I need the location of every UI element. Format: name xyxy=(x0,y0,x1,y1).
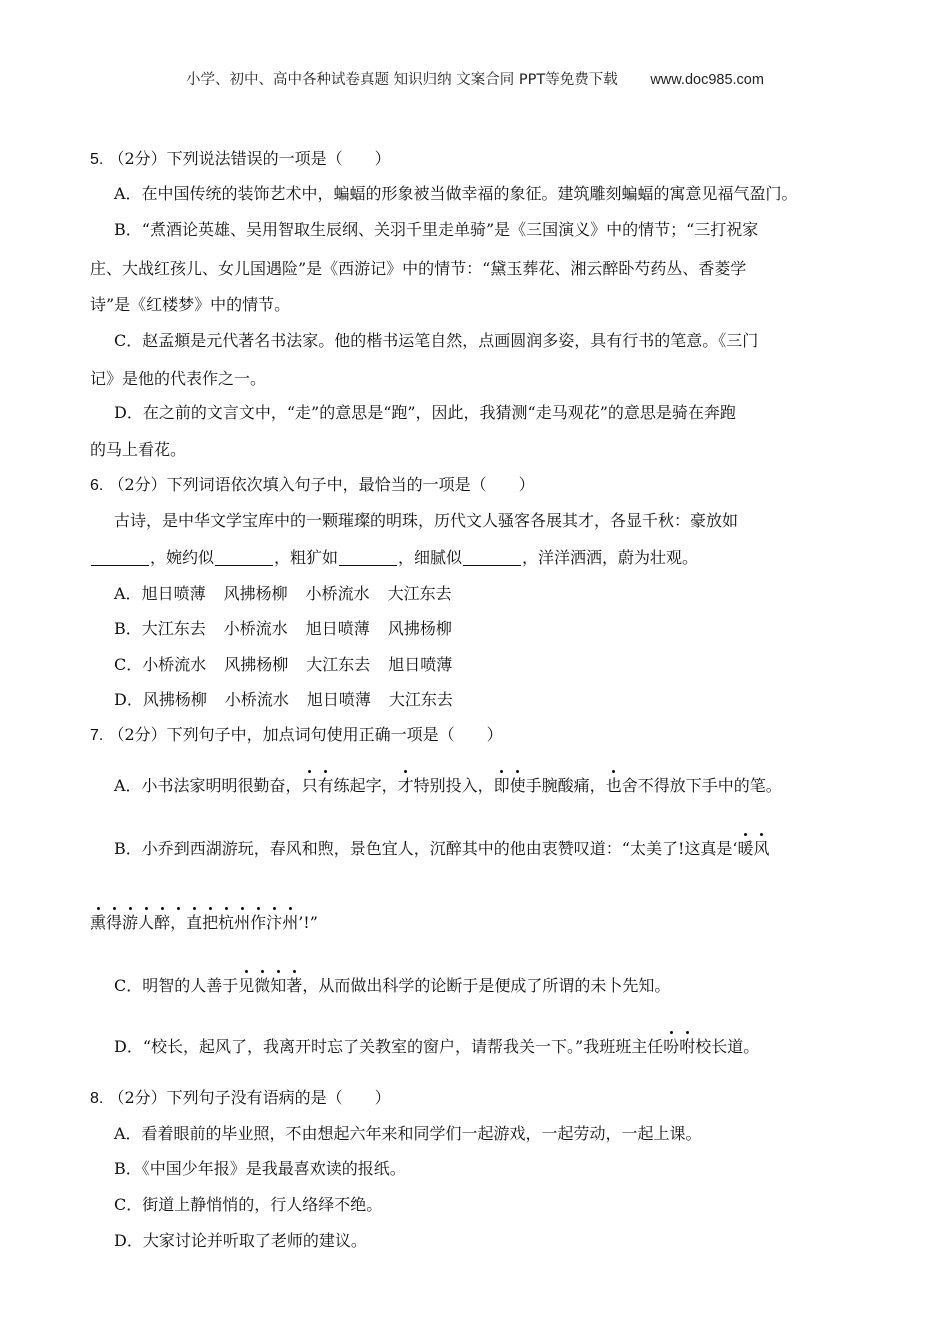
dotted-word: 只有 xyxy=(301,776,334,795)
q7-option-d: D．“校长，起风了，我离开时忘了关教室的窗户，请帮我关一下。”我班班主任吩咐校长道。 xyxy=(114,1037,760,1056)
q6-option-c: C．小桥流水 风拂杨柳 大江东去 旭日喷薄 xyxy=(114,655,453,674)
q6-stem: 6. （2分）下列词语依次填入句子中，最恰当的一项是（ ） xyxy=(90,475,535,494)
q5-option-c-line1: C．赵孟頫是元代著名书法家。他的楷书运笔自然，点画圆润多姿，具有行书的笔意。《三门 xyxy=(114,331,759,350)
dotted-word: 暖风 xyxy=(737,839,770,858)
q7-option-b-line1: B．小乔到西湖游玩，春风和煦，景色宜人，沉醉其中的他由衷赞叹道：“太美了!这真是‘暖风 xyxy=(114,839,770,858)
q7-stem: 7. （2分）下列句子中，加点词句使用正确一项是（ ） xyxy=(90,725,503,744)
dotted-word: 也 xyxy=(605,776,622,795)
fill-blank[interactable] xyxy=(91,549,149,566)
dotted-word: 吩咐 xyxy=(663,1037,696,1056)
q8-stem: 8. （2分）下列句子没有语病的是（ ） xyxy=(90,1088,391,1107)
q8-option-d: D．大家讨论并听取了老师的建议。 xyxy=(114,1231,367,1250)
q8-option-c: C．街道上静悄悄的，行人络绎不绝。 xyxy=(114,1195,383,1214)
fill-blank[interactable] xyxy=(215,549,273,566)
q7-option-a: A．小书法家明明很勤奋，只有练起字，才特别投入，即使手腕酸痛，也舍不得放下手中的笔。 xyxy=(114,776,782,795)
header-text: 小学、初中、高中各种试卷真题 知识归纳 文案合同 PPT等免费下载 xyxy=(186,72,618,88)
fill-blank[interactable] xyxy=(463,549,521,566)
q5-option-a: A．在中国传统的装饰艺术中，蝙蝠的形象被当做幸福的象征。建筑雕刻蝙蝠的寓意见福气盈门。 xyxy=(114,184,798,203)
q8-option-b: B．《中国少年报》是我最喜欢读的报纸。 xyxy=(114,1159,406,1178)
page-header xyxy=(0,68,950,89)
dotted-word: 才 xyxy=(397,776,414,795)
q5-option-d-line1: D．在之前的文言文中，“走”的意思是“跑”，因此，我猜测“走马观花”的意思是骑在奔跑 xyxy=(114,403,736,422)
dotted-word: 熏得游人醉，直把杭州作汴州 xyxy=(90,913,299,932)
q7-option-c: C．明智的人善于见微知著，从而做出科学的论断于是便成了所谓的未卜先知。 xyxy=(114,976,671,995)
q6-option-b: B．大江东去 小桥流水 旭日喷薄 风拂杨柳 xyxy=(114,619,452,638)
q5-option-b-line3: 诗”是《红楼梦》中的情节。 xyxy=(90,295,291,314)
q5-option-c-line2: 记》是他的代表作之一。 xyxy=(90,369,267,388)
q6-passage-line2: ，婉约似 ，粗犷如 ，细腻似 ，洋洋洒洒，蔚为壮观。 xyxy=(90,545,698,568)
q8-option-a: A．看着眼前的毕业照，不由想起六年来和同学们一起游戏，一起劳动，一起上课。 xyxy=(114,1124,702,1143)
q6-passage-line1: 古诗，是中华文学宝库中的一颗璀璨的明珠，历代文人骚客各展其才，各显千秋：豪放如 xyxy=(114,511,739,530)
fill-blank[interactable] xyxy=(339,549,397,566)
q5-option-d-line2: 的马上看花。 xyxy=(90,440,187,459)
q5-option-b-line2: 庄、大战红孩儿、女儿国遇险”是《西游记》中的情节：“黛玉葬花、湘云醉卧芍药丛、香菱学 xyxy=(90,259,747,278)
q5-option-b-line1: B．“煮酒论英雄、吴用智取生辰纲、关羽千里走单骑”是《三国演义》中的情节；“三打祝家 xyxy=(114,220,759,239)
dotted-word: 即使 xyxy=(493,776,526,795)
q7-option-b-line2: 熏得游人醉，直把杭州作汴州’!” xyxy=(90,913,318,932)
q5-stem: 5. （2分）下列说法错误的一项是（ ） xyxy=(90,149,391,168)
header-site: www.doc985.com xyxy=(650,72,764,88)
q6-option-a: A．旭日喷薄 风拂杨柳 小桥流水 大江东去 xyxy=(114,584,452,603)
q6-option-d: D．风拂杨柳 小桥流水 旭日喷薄 大江东去 xyxy=(114,690,453,709)
dotted-word: 见微知著 xyxy=(238,976,303,995)
